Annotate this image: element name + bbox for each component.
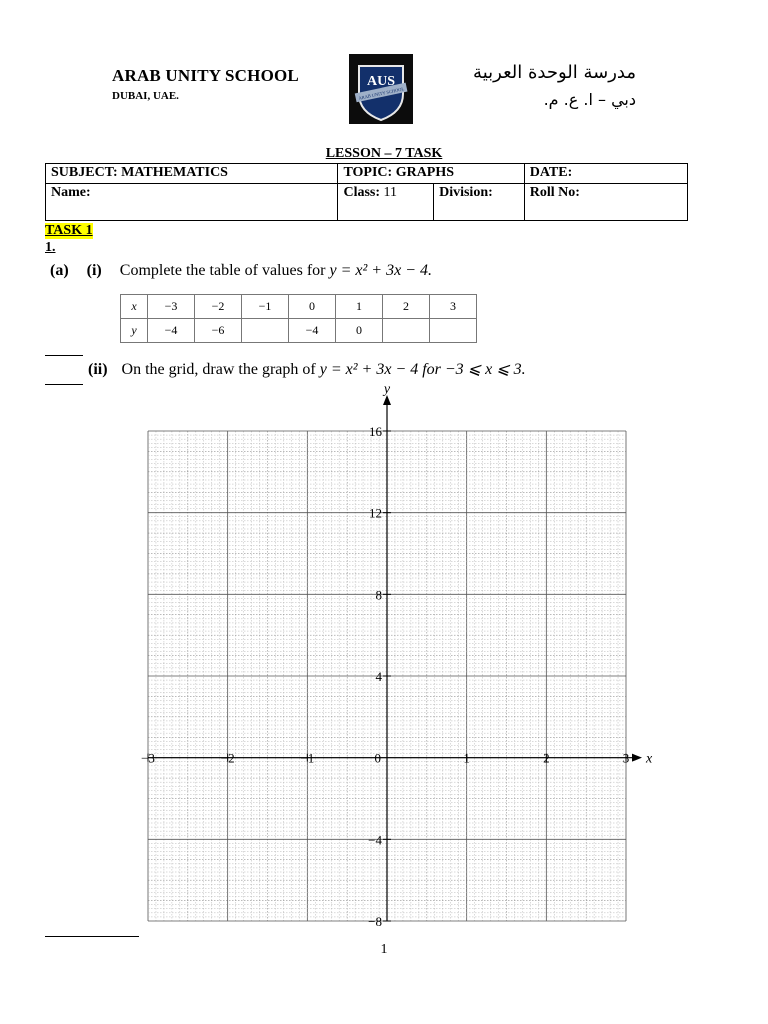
margin-rule xyxy=(45,936,139,937)
value-table-x-row xyxy=(121,295,477,319)
arabic-school-city: دبي – ا. ع. م. xyxy=(543,90,636,109)
value-table-x-label: x xyxy=(121,295,148,319)
x-tick-label: −3 xyxy=(141,750,155,766)
y-value-cell[interactable] xyxy=(430,319,477,343)
x-value-cell: −3 xyxy=(148,295,195,319)
graph-grid[interactable] xyxy=(0,385,768,935)
x-tick-label: 0 xyxy=(374,750,381,766)
margin-rule xyxy=(45,355,83,356)
part-i-text: Complete the table of values for xyxy=(119,262,326,279)
part-ii-text: On the grid, draw the graph of xyxy=(121,361,316,378)
y-value-cell[interactable] xyxy=(383,319,430,343)
question-part-a-ii xyxy=(88,359,526,379)
y-tick-label: 12 xyxy=(369,505,382,521)
y-value-cell[interactable]: 0 xyxy=(336,319,383,343)
logo-subtext: ARAB UNITY SCHOOL xyxy=(358,86,405,101)
topic-cell: TOPIC: GRAPHS xyxy=(338,164,524,184)
task-label: TASK 1 xyxy=(45,223,93,238)
name-cell[interactable]: Name: xyxy=(46,184,338,221)
school-logo xyxy=(349,54,413,124)
part-a-label: (a) xyxy=(50,262,69,279)
part-i-label: (i) xyxy=(86,262,102,279)
y-tick-label: −8 xyxy=(368,914,382,929)
x-value-cell: 0 xyxy=(289,295,336,319)
division-cell[interactable]: Division: xyxy=(434,184,525,221)
y-value-cell[interactable]: −6 xyxy=(195,319,242,343)
x-value-cell: 3 xyxy=(430,295,477,319)
x-axis-arrow-icon xyxy=(632,754,642,762)
y-value-cell[interactable] xyxy=(242,319,289,343)
value-table-y-label: y xyxy=(121,319,148,343)
school-name: ARAB UNITY SCHOOL xyxy=(112,66,299,85)
class-cell xyxy=(338,184,434,221)
info-table xyxy=(45,163,688,221)
date-cell[interactable]: DATE: xyxy=(524,164,687,184)
logo-text: AUS xyxy=(366,74,396,89)
y-value-cell[interactable]: −4 xyxy=(289,319,336,343)
roll-cell[interactable]: Roll No: xyxy=(524,184,687,221)
y-tick-label: 16 xyxy=(369,424,382,439)
y-tick-label: 4 xyxy=(375,669,382,684)
y-axis-label: y xyxy=(383,385,391,397)
part-ii-equation: y = x² + 3x − 4 for −3 ⩽ x ⩽ 3. xyxy=(319,361,526,378)
subject-cell: SUBJECT: MATHEMATICS xyxy=(46,164,338,184)
y-value-cell[interactable]: −4 xyxy=(148,319,195,343)
x-tick-label: −1 xyxy=(300,750,315,766)
x-value-cell: −1 xyxy=(242,295,289,319)
question-number: 1. xyxy=(45,240,56,255)
question-part-a-i xyxy=(50,262,432,280)
arabic-school-name: مدرسة الوحدة العربية xyxy=(473,62,636,83)
x-value-cell: −2 xyxy=(195,295,242,319)
x-tick-label: −2 xyxy=(220,750,235,766)
value-table xyxy=(120,294,477,343)
x-tick-label: 1 xyxy=(463,750,470,766)
y-tick-label: 8 xyxy=(375,587,382,603)
x-tick-label: 3 xyxy=(622,750,630,766)
school-city: DUBAI, UAE. xyxy=(112,90,179,102)
part-ii-label: (ii) xyxy=(88,361,108,378)
class-label: Class: xyxy=(343,185,381,200)
x-value-cell: 1 xyxy=(336,295,383,319)
class-value: 11 xyxy=(383,185,397,200)
x-tick-label: 2 xyxy=(543,750,550,766)
lesson-title: LESSON – 7 TASK xyxy=(325,146,443,161)
value-table-y-row xyxy=(121,319,477,343)
x-axis-label: x xyxy=(646,751,653,767)
page-number: 1 xyxy=(380,942,388,957)
y-tick-label: −4 xyxy=(368,832,382,848)
part-i-equation: y = x² + 3x − 4. xyxy=(329,262,432,279)
x-value-cell: 2 xyxy=(383,295,430,319)
